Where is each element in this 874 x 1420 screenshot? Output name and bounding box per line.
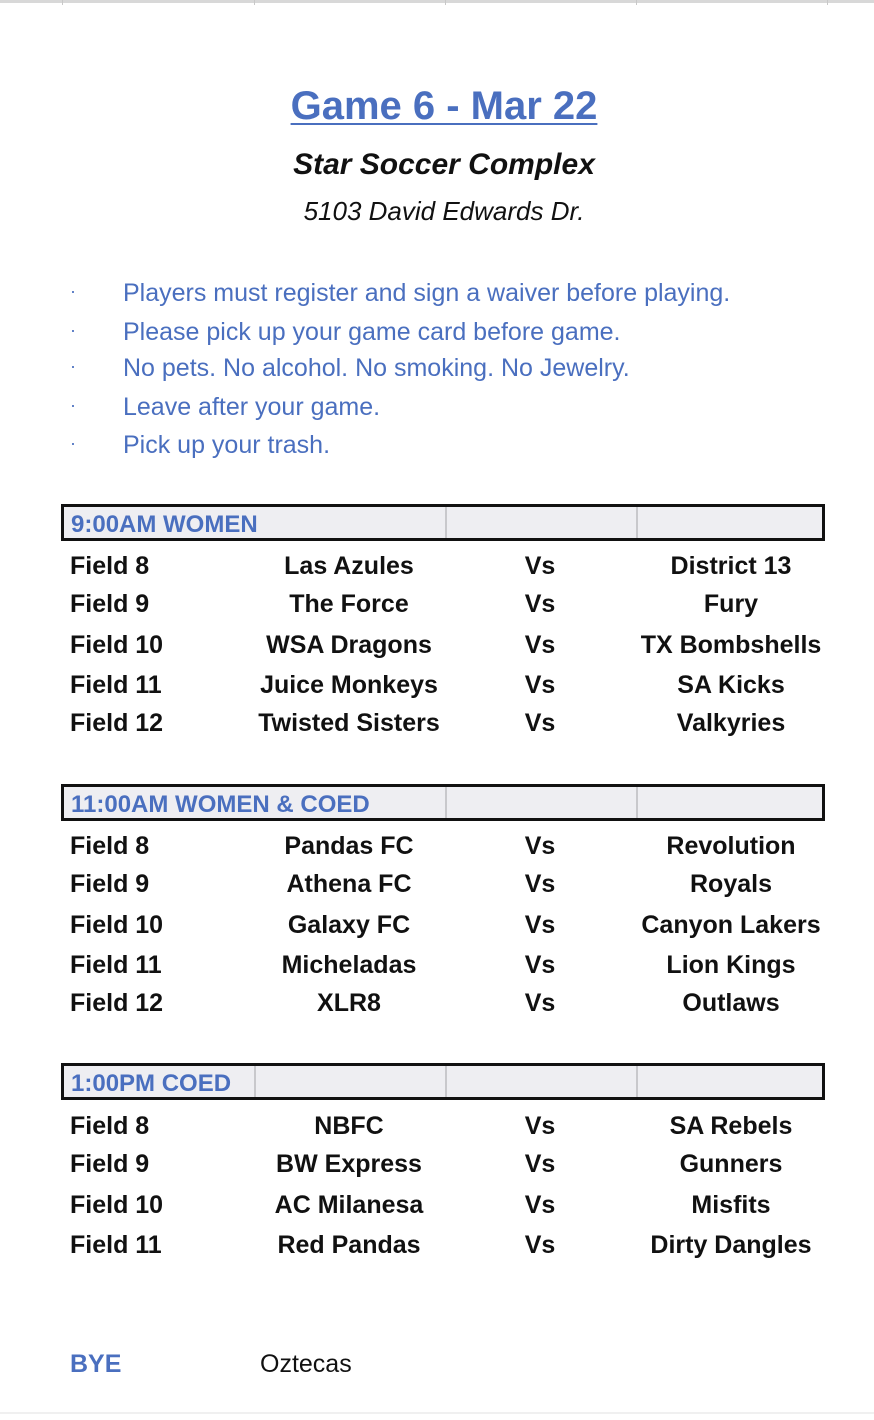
game-row [0,1231,874,1267]
home-team: NBFC [314,1112,384,1140]
home-team: AC Milanesa [274,1191,424,1219]
venue-address: 5103 David Edwards Dr. [303,196,585,226]
vs-label: Vs [524,552,556,580]
field-number: Field 10 [70,631,164,659]
game-row [0,671,874,707]
field-number: Field 11 [70,671,162,699]
home-team: WSA Dragons [266,631,432,659]
bullet-icon: · [70,356,76,376]
field-number: Field 8 [70,552,150,580]
game-row [0,870,874,906]
field-number: Field 11 [70,1231,162,1259]
rule-text: Players must register and sign a waiver before playing. [123,279,731,307]
home-team: Twisted Sisters [258,709,440,737]
rule-item [0,393,874,431]
game-row [0,989,874,1025]
away-team: Royals [690,870,772,898]
vs-label: Vs [524,1112,556,1140]
field-number: Field 9 [70,870,150,898]
home-team: Las Azules [284,552,414,580]
bullet-icon: · [70,281,76,301]
bullet-icon: · [70,320,76,340]
game-row [0,552,874,588]
vs-label: Vs [524,989,556,1017]
game-row [0,832,874,868]
game-row [0,911,874,947]
home-team: Juice Monkeys [260,671,438,699]
field-number: Field 12 [70,989,164,1017]
rule-text: Pick up your trash. [123,431,331,459]
away-team: Fury [703,590,759,618]
rule-item [0,431,874,469]
home-team: Red Pandas [277,1231,421,1259]
rule-item [0,354,874,392]
away-team: Outlaws [682,989,780,1017]
vs-label: Vs [524,870,556,898]
bye-team: Oztecas [260,1350,352,1378]
away-team: Misfits [691,1191,771,1219]
venue-name: Star Soccer Complex [293,148,595,181]
vs-label: Vs [524,951,556,979]
home-team: Athena FC [286,870,412,898]
page-title: Game 6 - Mar 22 [290,84,598,128]
bottom-border [0,1412,874,1414]
field-number: Field 12 [70,709,164,737]
session-header-9am [61,504,825,541]
away-team: Gunners [679,1150,783,1178]
field-number: Field 11 [70,951,162,979]
game-row [0,709,874,745]
session-label: 9:00AM WOMEN [71,511,258,538]
away-team: Revolution [666,832,796,860]
vs-label: Vs [524,911,556,939]
away-team: District 13 [670,552,792,580]
session-header-1pm [61,1063,825,1100]
away-team: Valkyries [676,709,786,737]
away-team: Dirty Dangles [650,1231,812,1259]
game-row [0,1191,874,1227]
field-number: Field 10 [70,1191,164,1219]
rule-text: Please pick up your game card before game. [123,318,621,346]
rule-text: Leave after your game. [123,393,381,421]
game-row [0,1150,874,1186]
session-label: 11:00AM WOMEN & COED [71,791,370,818]
vs-label: Vs [524,1231,556,1259]
home-team: The Force [289,590,409,618]
field-number: Field 9 [70,1150,150,1178]
session-label: 1:00PM COED [71,1070,232,1097]
rule-item [0,279,874,317]
game-row [0,631,874,667]
top-border [0,0,874,3]
home-team: XLR8 [317,989,381,1017]
field-number: Field 8 [70,832,150,860]
home-team: Pandas FC [284,832,414,860]
away-team: Lion Kings [666,951,796,979]
vs-label: Vs [524,631,556,659]
bullet-icon: · [70,433,76,453]
home-team: BW Express [276,1150,422,1178]
away-team: SA Rebels [669,1112,793,1140]
vs-label: Vs [524,1191,556,1219]
vs-label: Vs [524,590,556,618]
field-number: Field 8 [70,1112,150,1140]
home-team: Galaxy FC [287,911,411,939]
away-team: Canyon Lakers [641,911,821,939]
away-team: SA Kicks [677,671,785,699]
bye-label: BYE [70,1350,122,1378]
away-team: TX Bombshells [640,631,822,659]
vs-label: Vs [524,832,556,860]
rule-text: No pets. No alcohol. No smoking. No Jewelry. [123,354,630,382]
game-row [0,1112,874,1148]
vs-label: Vs [524,671,556,699]
game-row [0,590,874,626]
rule-item [0,318,874,356]
game-row [0,951,874,987]
bullet-icon: · [70,395,76,415]
vs-label: Vs [524,1150,556,1178]
field-number: Field 9 [70,590,150,618]
session-header-11am [61,784,825,821]
vs-label: Vs [524,709,556,737]
home-team: Micheladas [281,951,417,979]
field-number: Field 10 [70,911,164,939]
